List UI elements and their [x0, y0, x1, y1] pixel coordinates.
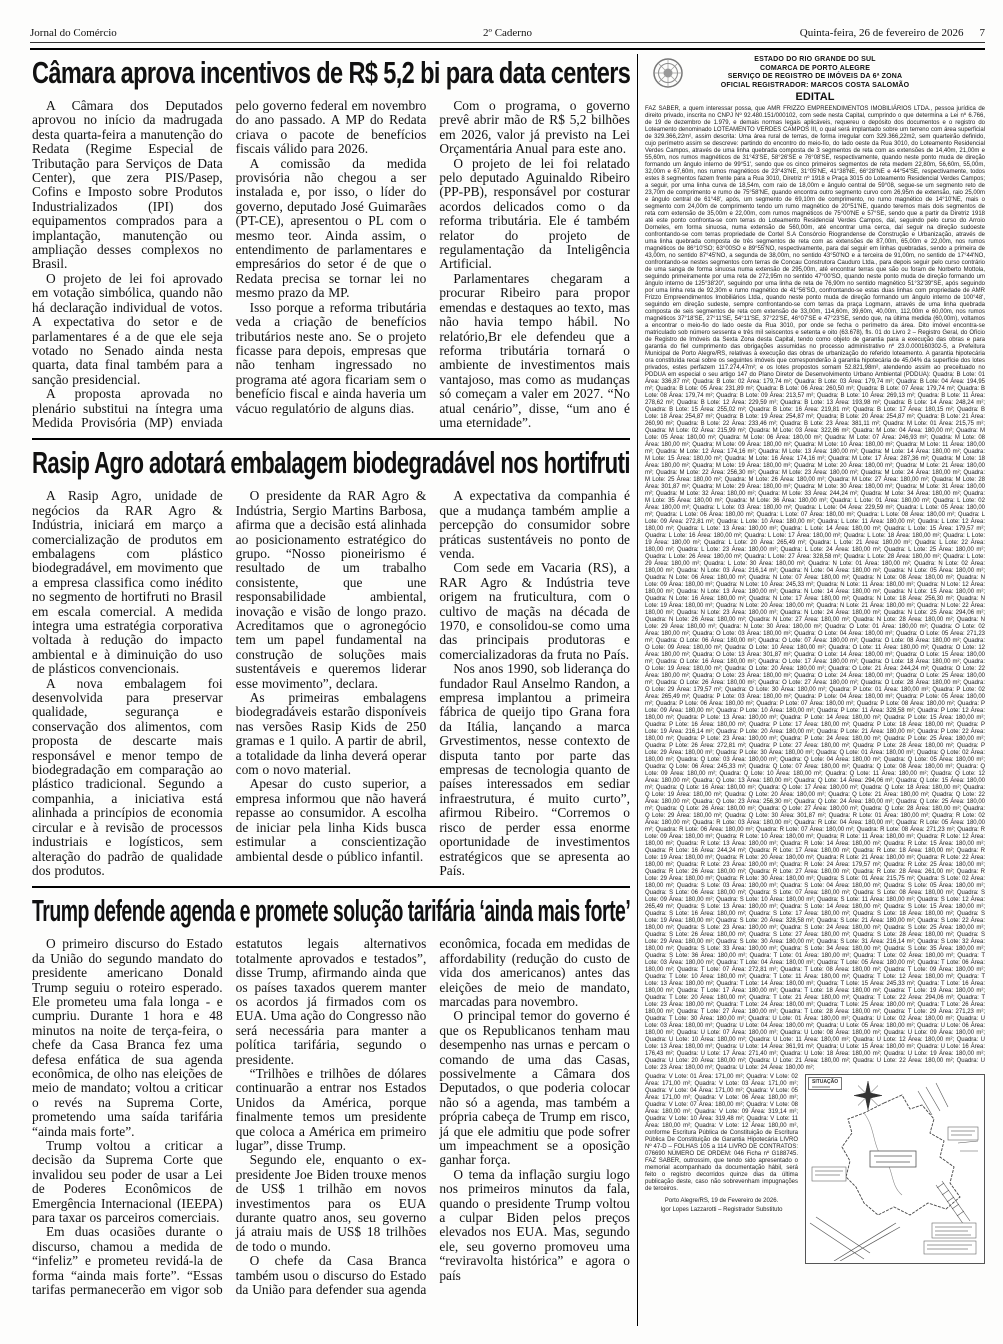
area-label-box [870, 1151, 916, 1167]
edition-date: Quinta-feira, 26 de fevereiro de 2026 [799, 27, 964, 39]
article-paragraph: O projeto de lei foi relatado pelo deputado Aguinaldo Ribeiro (PP-PB), responsável por costurar acordos delicados como o da reforma tributária. Ele é também relator do projeto de regulamentação da Inteligência Artificial. [439, 155, 630, 272]
article-paragraph: Com o programa, o governo prevê abrir mão de R$ 5,2 bilhões em 2026, valor já previsto na Lei Orçamentária Anual para este ano. [439, 98, 630, 157]
article-paragraph: Apesar do custo superior, a empresa informou que não haverá repasse ao consumidor. A escolha de iniciar pela linha Kids busca estimular a conscientização ambiental desde o público infantil. [235, 776, 427, 864]
newspaper-name: Jornal do Comércio [30, 27, 117, 39]
compass-icon [854, 1081, 882, 1110]
article-paragraph: Isso porque a reforma tributária veda a criação de benefícios tributários neste ano. Se o projeto ficasse para depois, empresas que não tenham ingressado no programa até agora ficariam sem o benefício fiscal e ainda haveria um vácuo regulatório de alguns dias. [235, 299, 427, 416]
map-legend-box [808, 1077, 842, 1090]
article-paragraph: Em duas ocasiões durante o discurso, chamou a medida de “infeliz” e prometeu revidá-la de forma “ainda mais forte”. “Essas tarifas permanecerão em vigor sob estatutos legais alternativos totalmente aprovados e testados”, disse Trump, afirmando ainda que os países taxados querem manter os acordos já firmados com os EUA. Uma ação do Congresso não será necessária para manter a política tarifária, segundo o presidente. [32, 936, 427, 1298]
section-name: 2º Caderno [483, 27, 532, 39]
edital-bottom-row [645, 1074, 985, 1264]
article-headline: Câmara aprova incentivos de R$ 5,2 bi para data centers [32, 55, 631, 90]
map-legend-scale [812, 1086, 830, 1088]
article-paragraph: A Câmara dos Deputados aprovou no início da madrugada desta quarta-feira a manutenção do Redata (Regime Especial de Tributação para Serviços de Data Center), que zera PIS/Pasep, Cofins e Imposto sobre Produtos Industrializados (IPI) dos equipamentos comprados para a implantação, manutenção ou ampliação desses complexos no Brasil. [32, 98, 223, 272]
situation-map [805, 1074, 985, 1264]
edital-signature: Igor Lopes Lazzarotti – Registrador Substituto [660, 1207, 783, 1213]
article-paragraph: A nova embalagem foi desenvolvida para preservar qualidade, segurança e conservação dos alimentos, com proposta de descarte mais responsável e menor tempo de biodegradação em comparação ao plástico tradicional. Segundo a companhia, a iniciativa está alinhada a princípios de economia circular e à revisão de processos industriais e logísticos, sem alteração do padrão de qualidade dos produtos. [32, 675, 223, 878]
article-paragraph: O tema da inflação surgiu logo nos primeiros minutos da fala, quando o presidente Trump voltou a culpar Biden pelos preços elevados nos EUA. Mas, segundo ele, seu governo promoveu uma “reviravolta histórica” e agora o país [439, 1166, 630, 1283]
edital-header-line: OFICIAL REGISTRADOR: MARCOS COSTA SALOMÃO [720, 81, 910, 89]
map-label-text-lines [815, 1131, 975, 1249]
edital-body-text: FAZ SABER, a quem interessar possa, que AMR FRIZZO EMPREENDIMENTOS IMOBILIÁRIOS LTDA., pessoa jurídica de direito privado, inscrita no CNPJ Nº 92.480.151/000102, com sede nesta Capital, cumprindo o que determina a Lei nº 6.766, de 19 de dezembro de 1.979, e demais normas legais aplicáveis, requereu o depósito dos documentos e o registro do Loteamento denominado LOTEAMENTO VERDES CAMPOS III, o qual será implantado sobre um terreno com área superficial de 329.366,22m², assim descrita: Uma área rural de terras, de forma irregular com 329.366,22m2, sem quarteirão definido, cujo perímetro assim se descreve: partindo do encontro do meio-fio, do lado oeste da Rua 3010, do Loteamento Residencial Verdes Campos, através de uma linha quebrada composta de 3 segmentos de reta com as extensões de 14,40m, 21,00m e 55,60m, nos rumos magnéticos de 31°43'SE, 58°26'SE e 76°08'SE, respectivamente, quando neste ponto muda de direção formando um ângulo interno de 99°51', sendo que os cinco primeiros segmentos de reta medem 22,80m, 56,60m, 55,00m, 32,00m e 67,60m, nos rumos magnéticos de 23°43'NE, 31°05'NE, 41°38'NE, 66°28'NE e 44°54'SE, respectivamente, todos estes 8 segmentos fazem frente para a Rua 3010, Diretriz nº 1918 e Praça 3015 do Loteamento Residencial Verdes Campos; a seguir, por uma linha curva de 18,54m, com raio de 18,00m e ângulo central de 59°08, segue-se um segmento reto de 23,70m de comprimento e rumo de 75°58'NE, quando encontra outro segmento curvo com 26,95m de extensão, raio 25,00m e ângulo central de 61°48', após, um segmento de 69,10m de comprimento, no rumo magnético de 14°10'NE, mais o segmento com 24,00m de comprimento tendo um rumo magnético de 20°51'NE, quando teremos mais dois segmentos de reta com extensão de 35,00m e 22,00m, com rumos magnéticos de 75°00'NE e 57°SE, sendo que a partir da Diretriz 1918 até este ponto confronta-se com terras do Loteamento Residencial Verdes Campos, daí, seguindo pelo curso do Arroio Dorneles, em forma sinuosa, numa extensão de 560,00m, até encontrar uma cerca, daí seguir na direção sudoeste confrontando-se com terras propriedade de Cortel S.A Consórcio Riograndense de Construção e Urbanização, através de uma linha quebrada composta de três segmentos de reta com as extensões de 87,00m, 65,00m e 22,00m, nos rumos magnéticos de 86°10'SO; 63°00SO e 89°55'NO, respectivamente, para daí seguir em linhas quebradas, sendo a primeira de 43,00m, no sentido 87°45'NO, a segunda de 38,00m, no sentido 43°50'NO e a terceira de 91,00m, no sentido de 17°44'NO, confrontando-se nestes segmentos com terras de Concau Construtora Cauduro Ltda., para depois seguir pelo curso contrário de uma sanga de forma sinuosa numa extensão de 295,00m, até encontrar terras que são ou foram de Norberto Mottola, seguindo primeiramente por uma reta de 272,95m no sentido 47°00'SO, quando neste ponto muda de direção formando um ângulo interno de 125°38'20″, seguindo por uma linha de reta de 76,90m no sentido magnético 51°32'39″SE, após seguindo por uma linha reta de 92,30m e rumo magnético de 41°56'SO, confrontando-se estas duas linhas com propriedade de AMR Frizzo Empreendimentos Imobiliários Ltda., quando neste ponto muda de direção formando um ângulo interno de 100°48', seguindo em direção sudeste, sempre confrontando-se com terras da praça Logmann, através de uma linha quebrada composta de seis segmentos de reta com extensão de 33,00m, 114,60m, 39,60m, 40,00m, 112,00m e 60,00m, nos rumos magnéticos 37°18'SE, 27°11'SE, 54°11'SE, 37°22'SE, 46°07'SE e 47°23'SE, sendo que, na última medida (60,00m), voltamos a encontrar o meio-fio do lado oeste da Rua 3010, por onde se fecha o perímetro da área. Dito imóvel encontra-se matriculado sob número sessenta e três mil seiscentos e setenta e oito (63.678), fls. 01 do Livro 2 – Registro Geral, do Ofício de Registro de Imóveis da Sexta Zona desta Capital, tendo como objeto de garantia para a execução das obras e para garantia do fiel cumprimento das obrigações assumidas no processo administrativo nº 23.0.000160302-5, a Prefeitura Municipal de Porto Alegre/RS, relativas à execução das obras de urbanização do referido loteamento. A garantia hipotecária ora constituída recai sobre os seguintes imóveis que corresponderão à garantia hipotecária de 45,04% da superfície dos lotes privados, estes perfazem 117.274,47m²; e os lotes propostos somam 52.821,98m², atendendo assim ao preceituado no PDDUA em especial o seu artigo 147 do Plano Diretor de Desenvolvimento Urbano Ambiental (PDDUA): Quadra: B Lote: 01 Área: 336,87 m²; Quadra: B Lote: 02 Área: 179,74 m²; Quadra: B Lote: 03 Área: 179,74 m²; Quadra: B Lote: 04 Área: 194,95 m²; Quadra: B Lote: 05 Área: 231,89 m²; Quadra: B Lote: 06 Área: 260,50 m²; Quadra: B Lote: 07 Área: 179,74 m²; Quadra: B Lote: 08 Área: 179,74 m²; Quadra: B Lote: 09 Área: 213,57 m²; Quadra: B Lote: 10 Área: 269,13 m²; Quadra: B Lote: 11 Área: 278,62 m²; Quadra: B Lote: 12 Área: 229,59 m²; Quadra: B Lote: 13 Área: 193,98 m²; Quadra: B Lote: 14 Área: 248,24 m²; Quadra: B Lote: 15 Área: 255,02 m²; Quadra: B Lote: 16 Área: 219,81 m²; Quadra: B Lote: 17 Área: 180,15 m²; Quadra: B Lote: 18 Área: 254,87 m²; Quadra: B Lote: 19 Área: 254,87 m²; Quadra: B Lote: 20 Área: 254,87 m²; Quadra: B Lote: 21 Área: 260,90 m²; Quadra: B Lote: 22 Área: 233,46 m²; Quadra: B Lote: 23 Área: 381,11 m²; Quadra: M Lote: 01 Área: 215,75 m²; Quadra: M Lote: 02 Área: 215,99 m²; Quadra: M Lote: 03 Área: 322,86 m²; Quadra: M Lote: 04 Área: 180,00 m²; Quadra: M Lote: 05 Área: 180,00 m²; Quadra: M Lote: 06 Área: 180,00 m²; Quadra: M Lote: 07 Área: 246,93 m²; Quadra: M Lote: 08 Área: 180,00 m²; Quadra: M Lote: 09 Área: 180,00 m²; Quadra: M Lote: 10 Área: 180,00 m²; Quadra: M Lote: 11 Área: 180,00 m²; Quadra: M Lote: 12 Área: 174,16 m²; Quadra: M Lote: 13 Área: 180,00 m²; Quadra: M Lote: 14 Área: 180,00 m²; Quadra: M Lote: 15 Área: 180,00 m²; Quadra: M Lote: 16 Área: 174,16 m²; Quadra: M Lote: 17 Área: 287,36 m²; Quadra: M Lote: 18 Área: 180,00 m²; Quadra: M Lote: 19 Área: 180,00 m²; Quadra: M Lote: 20 Área: 180,00 m²; Quadra: M Lote: 21 Área: 180,00 m²; Quadra: M Lote: 22 Área: 256,30 m²; Quadra: M Lote: 23 Área: 180,00 m²; Quadra: M Lote: 24 Área: 180,00 m²; Quadra: M Lote: 25 Área: 180,00 m²; Quadra: M Lote: 26 Área: 180,00 m²; Quadra: M Lote: 27 Área: 180,00 m²; Quadra: M Lote: 28 Área: 301,87 m²; Quadra: M Lote: 29 Área: 180,00 m²; Quadra: M Lote: 30 Área: 180,00 m²; Quadra: M Lote: 31 Área: 180,00 m²; Quadra: M Lote: 32 Área: 180,00 m²; Quadra: M Lote: 33 Área: 244,24 m²; Quadra: M Lote: 34 Área: 180,00 m²; Quadra: M Lote: 35 Área: 180,00 m²; Quadra: M Lote: 36 Área: 180,00 m²; Quadra: L Lote: 01 Área: 180,00 m²; Quadra: L Lote: 02 Área: 180,00 m²; Quadra: L Lote: 03 Área: 180,00 m²; Quadra: L Lote: 04 Área: 229,59 m²; Quadra: L Lote: 05 Área: 180,00 m²; Quadra: L Lote: 06 Área: 180,00 m²; Quadra: L Lote: 07 Área: 180,00 m²; Quadra: L Lote: 08 Área: 180,00 m²; Quadra: L Lote: 09 Área: 272,81 m²; Quadra: L Lote: 10 Área: 180,00 m²; Quadra: L Lote: 11 Área: 180,00 m²; Quadra: L Lote: 12 Área: 180,00 m²; Quadra: L Lote: 13 Área: 180,00 m²; Quadra: L Lote: 14 Área: 180,00 m²; Quadra: L Lote: 15 Área: 179,57 m²; Quadra: L Lote: 16 Área: 180,00 m²; Quadra: L Lote: 17 Área: 180,00 m²; Quadra: L Lote: 18 Área: 180,00 m²; Quadra: L Lote: 19 Área: 180,00 m²; Quadra: L Lote: 20 Área: 265,49 m²; Quadra: L Lote: 21 Área: 180,00 m²; Quadra: L Lote: 22 Área: 180,00 m²; Quadra: L Lote: 23 Área: 180,00 m²; Quadra: L Lote: 24 Área: 180,00 m²; Quadra: L Lote: 25 Área: 180,00 m²; Quadra: L Lote: 26 Área: 180,00 m²; Quadra: L Lote: 27 Área: 328,58 m²; Quadra: L Lote: 28 Área: 180,00 m²; Quadra: L Lote: 29 Área: 180,00 m²; Quadra: L Lote: 30 Área: 180,00 m²; Quadra: N Lote: 01 Área: 180,00 m²; Quadra: N Lote: 02 Área: 180,00 m²; Quadra: N Lote: 03 Área: 216,14 m²; Quadra: N Lote: 04 Área: 180,00 m²; Quadra: N Lote: 05 Área: 180,00 m²; Quadra: N Lote: 06 Área: 180,00 m²; Quadra: N Lote: 07 Área: 180,00 m²; Quadra: N Lote: 08 Área: 180,00 m²; Quadra: N Lote: 09 Área: 180,00 m²; Quadra: N Lote: 10 Área: 245,33 m²; Quadra: N Lote: 11 Área: 180,00 m²; Quadra: N Lote: 12 Área: 180,00 m²; Quadra: N Lote: 13 Área: 180,00 m²; Quadra: N Lote: 14 Área: 180,00 m²; Quadra: N Lote: 15 Área: 180,00 m²; Quadra: N Lote: 16 Área: 180,00 m²; Quadra: N Lote: 17 Área: 180,00 m²; Quadra: N Lote: 18 Área: 256,30 m²; Quadra: N Lote: 19 Área: 180,00 m²; Quadra: N Lote: 20 Área: 180,00 m²; Quadra: N Lote: 21 Área: 180,00 m²; Quadra: N Lote: 22 Área: 180,00 m²; Quadra: N Lote: 23 Área: 180,00 m²; Quadra: N Lote: 24 Área: 180,00 m²; Quadra: N Lote: 25 Área: 294,06 m²; Quadra: N Lote: 26 Área: 180,00 m²; Quadra: N Lote: 27 Área: 180,00 m²; Quadra: N Lote: 28 Área: 180,00 m²; Quadra: N Lote: 29 Área: 180,00 m²; Quadra: N Lote: 30 Área: 180,00 m²; Quadra: O Lote: 01 Área: 180,00 m²; Quadra: O Lote: 02 Área: 180,00 m²; Quadra: O Lote: 03 Área: 180,00 m²; Quadra: O Lote: 04 Área: 180,00 m²; Quadra: O Lote: 05 Área: 271,23 m²; Quadra: O Lote: 06 Área: 180,00 m²; Quadra: O Lote: 07 Área: 180,00 m²; Quadra: O Lote: 08 Área: 180,00 m²; Quadra: O Lote: 09 Área: 180,00 m²; Quadra: O Lote: 10 Área: 180,00 m²; Quadra: O Lote: 11 Área: 180,00 m²; Quadra: O Lote: 12 Área: 180,00 m²; Quadra: O Lote: 13 Área: 301,87 m²; Quadra: O Lote: 14 Área: 180,00 m²; Quadra: O Lote: 15 Área: 180,00 m²; Quadra: O Lote: 16 Área: 180,00 m²; Quadra: O Lote: 17 Área: 180,00 m²; Quadra: O Lote: 18 Área: 180,00 m²; Quadra: O Lote: 19 Área: 180,00 m²; Quadra: O Lote: 20 Área: 180,00 m²; Quadra: O Lote: 21 Área: 244,24 m²; Quadra: O Lote: 22 Área: 180,00 m²; Quadra: O Lote: 23 Área: 180,00 m²; Quadra: O Lote: 24 Área: 180,00 m²; Quadra: O Lote: 25 Área: 180,00 m²; Quadra: O Lote: 26 Área: 180,00 m²; Quadra: O Lote: 27 Área: 180,00 m²; Quadra: O Lote: 28 Área: 180,00 m²; Quadra: O Lote: 29 Área: 179,57 m²; Quadra: O Lote: 30 Área: 180,00 m²; Quadra: P Lote: 01 Área: 180,00 m²; Quadra: P Lote: 02 Área: 265,49 m²; Quadra: P Lote: 03 Área: 180,00 m²; Quadra: P Lote: 04 Área: 180,00 m²; Quadra: P Lote: 05 Área: 180,00 m²; Quadra: P Lote: 06 Área: 180,00 m²; Quadra: P Lote: 07 Área: 180,00 m²; Quadra: P Lote: 08 Área: 180,00 m²; Quadra: P Lote: 09 Área: 180,00 m²; Quadra: P Lote: 10 Área: 180,00 m²; Quadra: P Lote: 11 Área: 328,58 m²; Quadra: P Lote: 12 Área: 180,00 m²; Quadra: P Lote: 13 Área: 180,00 m²; Quadra: P Lote: 14 Área: 180,00 m²; Quadra: P Lote: 15 Área: 180,00 m²; Quadra: P Lote: 16 Área: 180,00 m²; Quadra: P Lote: 17 Área: 180,00 m²; Quadra: P Lote: 18 Área: 180,00 m²; Quadra: P Lote: 19 Área: 216,14 m²; Quadra: P Lote: 20 Área: 180,00 m²; Quadra: P Lote: 21 Área: 180,00 m²; Quadra: P Lote: 22 Área: 180,00 m²; Quadra: P Lote: 23 Área: 180,00 m²; Quadra: P Lote: 24 Área: 180,00 m²; Quadra: P Lote: 25 Área: 180,00 m²; Quadra: P Lote: 26 Área: 272,81 m²; Quadra: P Lote: 27 Área: 180,00 m²; Quadra: P Lote: 28 Área: 180,00 m²; Quadra: P Lote: 29 Área: 180,00 m²; Quadra: P Lote: 30 Área: 180,00 m²; Quadra: Q Lote: 01 Área: 180,00 m²; Quadra: Q Lote: 02 Área: 180,00 m²; Quadra: Q Lote: 03 Área: 180,00 m²; Quadra: Q Lote: 04 Área: 180,00 m²; Quadra: Q Lote: 05 Área: 180,00 m²; Quadra: Q Lote: 06 Área: 245,33 m²; Quadra: Q Lote: 07 Área: 180,00 m²; Quadra: Q Lote: 08 Área: 180,00 m²; Quadra: Q Lote: 09 Área: 180,00 m²; Quadra: Q Lote: 10 Área: 180,00 m²; Quadra: Q Lote: 11 Área: 180,00 m²; Quadra: Q Lote: 12 Área: 180,00 m²; Quadra: Q Lote: 13 Área: 180,00 m²; Quadra: Q Lote: 14 Área: 294,06 m²; Quadra: Q Lote: 15 Área: 180,00 m²; Quadra: Q Lote: 16 Área: 180,00 m²; Quadra: Q Lote: 17 Área: 180,00 m²; Quadra: Q Lote: 18 Área: 180,00 m²; Quadra: Q Lote: 19 Área: 180,00 m²; Quadra: Q Lote: 20 Área: 180,00 m²; Quadra: Q Lote: 21 Área: 180,00 m²; Quadra: Q Lote: 22 Área: 180,00 m²; Quadra: Q Lote: 23 Área: 256,30 m²; Quadra: Q Lote: 24 Área: 180,00 m²; Quadra: Q Lote: 25 Área: 180,00 m²; Quadra: Q Lote: 26 Área: 180,00 m²; Quadra: Q Lote: 27 Área: 180,00 m²; Quadra: Q Lote: 28 Área: 180,00 m²; Quadra: Q Lote: 29 Área: 180,00 m²; Quadra: Q Lote: 30 Área: 301,87 m²; Quadra: R Lote: 01 Área: 180,00 m²; Quadra: R Lote: 02 Área: 180,00 m²; Quadra: R Lote: 03 Área: 180,00 m²; Quadra: R Lote: 04 Área: 180,00 m²; Quadra: R Lote: 05 Área: 180,00 m²; Quadra: R Lote: 06 Área: 180,00 m²; Quadra: R Lote: 07 Área: 180,00 m²; Quadra: R Lote: 08 Área: 271,23 m²; Quadra: R Lote: 09 Área: 180,00 m²; Quadra: R Lote: 10 Área: 180,00 m²; Quadra: R Lote: 11 Área: 180,00 m²; Quadra: R Lote: 12 Área: 180,00 m²; Quadra: R Lote: 13 Área: 180,00 m²; Quadra: R Lote: 14 Área: 180,00 m²; Quadra: R Lote: 15 Área: 180,00 m²; Quadra: R Lote: 16 Área: 244,24 m²; Quadra: R Lote: 17 Área: 180,00 m²; Quadra: R Lote: 18 Área: 180,00 m²; Quadra: R Lote: 19 Área: 180,00 m²; Quadra: R Lote: 20 Área: 180,00 m²; Quadra: R Lote: 21 Área: 180,00 m²; Quadra: R Lote: 22 Área: 180,00 m²; Quadra: R Lote: 23 Área: 180,00 m²; Quadra: R Lote: 24 Área: 179,57 m²; Quadra: R Lote: 25 Área: 180,00 m²; Quadra: R Lote: 26 Área: 180,00 m²; Quadra: R Lote: 27 Área: 180,00 m²; Quadra: R Lote: 28 Área: 261,00 m²; Quadra: R Lote: 29 Área: 180,00 m²; Quadra: R Lote: 30 Área: 180,00 m²; Quadra: S Lote: 01 Área: 215,75 m²; Quadra: S Lote: 02 Área: 180,00 m²; Quadra: S Lote: 03 Área: 180,00 m²; Quadra: S Lote: 04 Área: 180,00 m²; Quadra: S Lote: 05 Área: 180,00 m²; Quadra: S Lote: 06 Área: 180,00 m²; Quadra: S Lote: 07 Área: 180,00 m²; Quadra: S Lote: 08 Área: 180,00 m²; Quadra: S Lote: 09 Área: 180,00 m²; Quadra: S Lote: 10 Área: 180,00 m²; Quadra: S Lote: 11 Área: 180,00 m²; Quadra: S Lote: 12 Área: 265,49 m²; Quadra: S Lote: 13 Área: 180,00 m²; Quadra: S Lote: 14 Área: 180,00 m²; Quadra: S Lote: 15 Área: 180,00 m²; Quadra: S Lote: 16 Área: 180,00 m²; Quadra: S Lote: 17 Área: 180,00 m²; Quadra: S Lote: 18 Área: 180,00 m²; Quadra: S Lote: 19 Área: 180,00 m²; Quadra: S Lote: 20 Área: 328,58 m²; Quadra: S Lote: 21 Área: 180,00 m²; Quadra: S Lote: 22 Área: 180,00 m²; Quadra: S Lote: 23 Área: 180,00 m²; Quadra: S Lote: 24 Área: 180,00 m²; Quadra: S Lote: 25 Área: 180,00 m²; Quadra: S Lote: 26 Área: 180,00 m²; Quadra: S Lote: 27 Área: 180,00 m²; Quadra: S Lote: 28 Área: 180,00 m²; Quadra: S Lote: 29 Área: 180,00 m²; Quadra: S Lote: 30 Área: 180,00 m²; Quadra: S Lote: 31 Área: 216,14 m²; Quadra: S Lote: 32 Área: 180,00 m²; Quadra: S Lote: 33 Área: 180,00 m²; Quadra: S Lote: 34 Área: 180,00 m²; Quadra: S Lote: 35 Área: 180,00 m²; Quadra: S Lote: 36 Área: 180,00 m²; Quadra: T Lote: 01 Área: 180,00 m²; Quadra: T Lote: 02 Área: 180,00 m²; Quadra: T Lote: 03 Área: 180,00 m²; Quadra: T Lote: 04 Área: 180,00 m²; Quadra: T Lote: 05 Área: 180,00 m²; Quadra: T Lote: 06 Área: 180,00 m²; Quadra: T Lote: 07 Área: 272,81 m²; Quadra: T Lote: 08 Área: 180,00 m²; Quadra: T Lote: 09 Área: 180,00 m²; Quadra: T Lote: 10 Área: 180,00 m²; Quadra: T Lote: 11 Área: 180,00 m²; Quadra: T Lote: 12 Área: 180,00 m²; Quadra: T Lote: 13 Área: 180,00 m²; Quadra: T Lote: 14 Área: 180,00 m²; Quadra: T Lote: 15 Área: 245,33 m²; Quadra: T Lote: 16 Área: 180,00 m²; Quadra: T Lote: 17 Área: 180,00 m²; Quadra: T Lote: 18 Área: 180,00 m²; Quadra: T Lote: 19 Área: 180,00 m²; Quadra: T Lote: 20 Área: 180,00 m²; Quadra: T Lote: 21 Área: 180,00 m²; Quadra: T Lote: 22 Área: 294,06 m²; Quadra: T Lote: 23 Área: 180,00 m²; Quadra: T Lote: 24 Área: 180,00 m²; Quadra: T Lote: 25 Área: 180,00 m²; Quadra: T Lote: 26 Área: 180,00 m²; Quadra: T Lote: 27 Área: 180,00 m²; Quadra: T Lote: 28 Área: 180,00 m²; Quadra: T Lote: 29 Área: 271,23 m²; Quadra: T Lote: 30 Área: 180,00 m²; Quadra: U Lote: 01 Área: 180,00 m²; Quadra: U Lote: 02 Área: 180,00 m²; Quadra: U Lote: 03 Área: 180,00 m²; Quadra: U Lote: 04 Área: 180,00 m²; Quadra: U Lote: 05 Área: 180,00 m²; Quadra: U Lote: 06 Área: 180,00 m²; Quadra: U Lote: 07 Área: 180,00 m²; Quadra: U Lote: 08 Área: 180,00 m²; Quadra: U Lote: 09 Área: 180,00 m²; Quadra: U Lote: 10 Área: 180,00 m²; Quadra: U Lote: 11 Área: 180,00 m²; Quadra: U Lote: 12 Área: 180,00 m²; Quadra: U Lote: 13 Área: 180,00 m²; Quadra: U Lote: 14 Área: 361,91 m²; Quadra: U Lote: 15 Área: 180,00 m²; Quadra: U Lote: 16 Área: 176,43 m²; Quadra: U Lote: 17 Área: 271,40 m²; Quadra: U Lote: 18 Área: 180,00 m²; Quadra: U Lote: 19 Área: 180,00 m²; Quadra: U Lote: 20 Área: 180,00 m²; Quadra: U Lote: 21 Área: 180,00 m²; Quadra: U Lote: 22 Área: 180,00 m²; Quadra: U Lote: 23 Área: 180,00 m²; Quadra: U Lote: 24 Área: 180,00 m²; [645, 106, 985, 1071]
article-paragraph: As primeiras embalagens biodegradáveis estarão disponíveis nas versões Rasip Kids de 250 gramas e 1 quilo. A partir de abril, a totalidade da linha deverá operar com o novo material. [235, 690, 427, 778]
legal-notice [645, 56, 985, 1264]
edital-header-line: SERVIÇO DE REGISTRO DE IMÓVEIS DA 6ª ZONA [727, 73, 903, 80]
article-paragraph: A comissão da medida provisória não chegou a ser instalada e, por isso, o líder do governo, deputado José Guimarães (PT-CE), apresentou o PL com o mesmo teor. Ainda assim, o entendimento de parlamentares e empresários do setor é de que o Redata precisa se tornar lei no mesmo prazo da MP. [235, 155, 427, 301]
article-body [32, 489, 630, 878]
article-paragraph: O presidente da RAR Agro & Indústria, Sergio Martins Barbosa, afirma que a decisão está alinhada ao posicionamento estratégico do grupo. “Nosso pioneirismo é resultado de um trabalho consistente, que une responsabilidade ambiental, inovação e visão de longo prazo. Acreditamos que o agronegócio tem um papel fundamental na construção de soluções mais sustentáveis e queremos liderar esse movimento”, declara. [235, 488, 427, 691]
edital-body-continuation: Quadra: V Lote: 01 Área: 171,00 m²; Quadra: V Lote: 02 Área: 171,00 m²; Quadra: V Lote: 03 Área: 171,00 m²; Quadra: V Lote: 04 Área: 171,00 m²; Quadra: V Lote: 05 Área: 171,00 m²; Quadra: V Lote: 06 Área: 180,00 m²; Quadra: V Lote: 07 Área: 180,00 m²; Quadra: V Lote: 08 Área: 180,00 m²; Quadra: V Lote: 09 Área: 319,14 m²; Quadra: V Lote: 10 Área: 319,48 m²; Quadra: V Lote: 11 Área: 180,00 m²; Quadra: V Lote: 12 Área: 180,00 m², conforme Escritura Pública de Constituição de Escritura Pública De Constituição de Garantia Hipotecária LIVRO Nº 47-D – FOLHAS 105 a 114 LIVRO DE CONTRATOS: 076690 NÚMERO DE ORDEM: 046 Ficha nº G188745. FAZ SABER, outrossim, que tendo sido apresentado o memorial acompanhado da documentação hábil, será feito o registro decorridos quinze dias da última publicação deste, caso não sobrevenham impugnações de terceiros. [645, 1074, 798, 1192]
article-rasip [32, 438, 630, 878]
edital-bottom-text [645, 1074, 798, 1264]
article-headline: Rasip Agro adotará embalagem biodegradável nos hortifruti [32, 445, 630, 481]
edital-header-lines [645, 56, 985, 90]
article-paragraph: A proposta aprovada no plenário substitui na íntegra uma Medida Provisória (MP) enviada pelo governo federal em novembro do ano passado. A MP do Redata criava o pacote de benefícios fiscais válido para 2026. [32, 98, 427, 430]
article-datacenters [32, 55, 630, 430]
article-paragraph: O principal temor do governo é que os Republicanos tenham mau desempenho nas urnas e percam o comando de uma das Casas, possivelmente a Câmara dos Deputados, o que poderia colocar não só a agenda, mas também a própria cabeça de Trump em risco, já que ele admitiu que pode sofrer um impeachment se a oposição ganhar força. [439, 1008, 630, 1168]
map-drawing [806, 1075, 982, 1261]
article-paragraph: O projeto de lei foi aprovado em votação simbólica, quando não há declaração individual de votos. A expectativa do setor e de parlamentares é a de que ele seja votado no Senado ainda nesta quarta, data final também para a sanção presidencial. [32, 270, 223, 387]
article-paragraph: Segundo ele, enquanto o ex-presidente Joe Biden trouxe menos de US$ 1 trilhão em novos investimentos para os EUA durante quatro anos, seu governo já atraiu mais de US$ 18 trilhões de todo o mundo. [235, 1152, 427, 1254]
article-body [32, 99, 630, 430]
page-header [30, 27, 985, 43]
edital-title: EDITAL [795, 91, 835, 103]
edital-date-line: Porto Alegre/RS, 19 de Fevereiro de 2026. [664, 1198, 779, 1204]
article-paragraph: A expectativa da companhia é que a mudança também amplie a percepção do consumidor sobre práticas sustentáveis no ponto de venda. [439, 488, 630, 561]
edital-header [645, 56, 985, 104]
article-body [32, 937, 630, 1297]
article-paragraph: O chefe da Casa Branca também usou o discurso do Estado da União para defender sua agenda econômica, focada em medidas de affordability (redução do custo de vida dos americanos) antes das eleições de meio de mandato, marcadas para novembro. [235, 936, 630, 1298]
header-rule [30, 48, 985, 50]
article-paragraph: A Rasip Agro, unidade de negócios da RAR Agro & Indústria, iniciará em março a comercialização de produtos em embalagens com plástico biodegradável, em movimento que a empresa classifica como inédito no segmento de hortifruti no Brasil em escala comercial. A medida integra uma estratégia corporativa voltada à redução do impacto ambiental e à diminuição do uso de plásticos convencionais. [32, 488, 223, 677]
articles-region [32, 54, 630, 1303]
article-paragraph: Parlamentares chegaram a procurar Ribeiro para propor emendas e destaques ao texto, mas não havia tempo hábil. No relatório,Br ele defendeu que a reforma tributária tornará o ambiente de investimentos mais vantajoso, mas como as mudanças só começam a valer em 2027. “No atual cenário”, disse, “um ano é uma eternidade”. [439, 270, 630, 430]
coat-of-arms-icon [651, 56, 685, 90]
article-headline: Trump defende agenda e promete solução tarifária ‘ainda mais forte’ [32, 893, 631, 929]
article-paragraph: O primeiro discurso do Estado da União do segundo mandato do presidente americano Donald Trump seguiu o roteiro esperado. Ele prometeu uma fala longa - e cumpriu. Durante 1 hora e 48 minutos na noite de terça-feira, o chefe da Casa Branca fez uma defesa enfática de sua agenda econômica, de olho nas eleições de meio de mandato; voltou a criticar o revés na Suprema Corte, prometendo uma saída tarifária “ainda mais forte”. [32, 936, 223, 1139]
page-number: 7 [979, 27, 985, 39]
article-paragraph: “Trilhões e trilhões de dólares continuarão a entrar nos Estados Unidos da América, porque finalmente temos um presidente que coloca a América em primeiro lugar”, disse Trump. [235, 1065, 427, 1153]
article-paragraph: Trump voltou a criticar a decisão da Suprema Corte que invalidou seu poder de usar a Lei de Poderes Econômicos de Emergência Internacional (IEEPA) para taxar os parceiros comerciais. [32, 1138, 223, 1226]
edition-info [532, 27, 985, 39]
column-divider [637, 54, 638, 1326]
edital-header-line: ESTADO DO RIO GRANDE DO SUL [754, 56, 876, 63]
access-roads [810, 1217, 900, 1261]
map-legend-label: SITUAÇÃO [812, 1079, 839, 1085]
article-trump [32, 886, 630, 1297]
edital-header-line: COMARCA DE PORTO ALEGRE [759, 64, 871, 72]
article-paragraph: Nos anos 1990, sob liderança do fundador Raul Anselmo Randon, a empresa implantou a primeira fábrica de queijo tipo Grana fora da Itália, lançando a marca Grvestimentos, nesse contexto de disputa tanto por parte das empresas de tecnologia quanto de países interessados em sediar infraestrutura, é muito curto”, afirmou Ribeiro. “Corremos o risco de perder essa enorme oportunidade de investimentos estratégicos que se apresenta ao País. [439, 661, 630, 878]
article-paragraph: Com sede em Vacaria (RS), a RAR Agro & Indústria teve origem na fruticultura, com o cultivo de maçãs na década de 1970, e consolidou-se como uma das principais produtoras e comercializadoras da fruta no País. [439, 560, 630, 662]
